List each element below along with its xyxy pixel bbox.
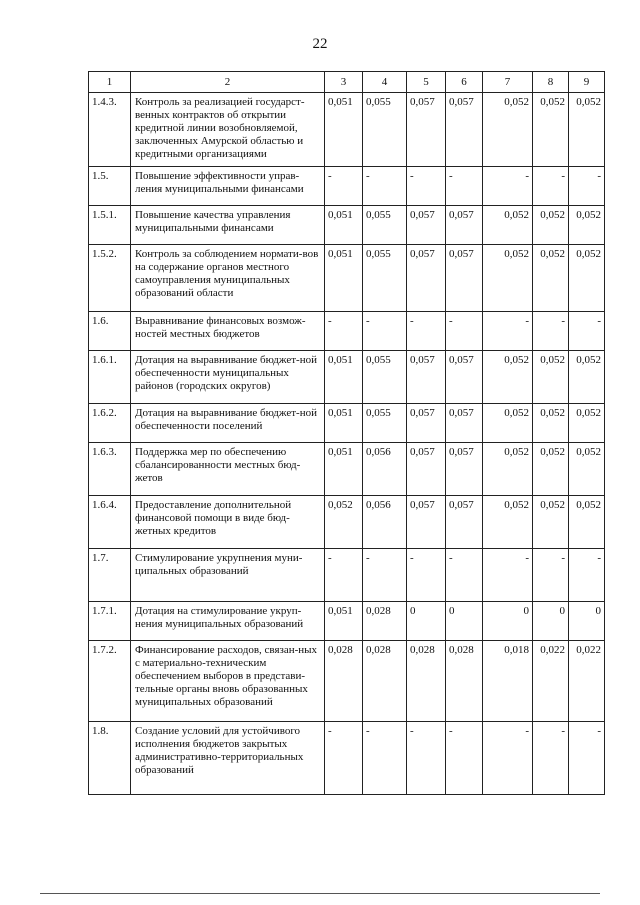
value-cell: 0,018 [483, 641, 533, 722]
value-cell: 0,055 [363, 93, 407, 167]
value-cell: - [533, 167, 569, 206]
value-cell: 0,052 [533, 404, 569, 443]
table-row [89, 549, 605, 602]
value-cell: 0,051 [325, 404, 363, 443]
value-cell: 0,056 [363, 496, 407, 549]
value-cell: 0,052 [483, 443, 533, 496]
row-description-cell: Контроль за соблюдением нормати-вов на содержание органов местного самоуправления муниципальных образований области [131, 245, 325, 312]
value-cell: - [325, 167, 363, 206]
header-cell: 6 [446, 72, 483, 93]
value-cell: 0,057 [407, 351, 446, 404]
header-cell: 1 [89, 72, 131, 93]
value-cell: 0,052 [483, 245, 533, 312]
value-cell: 0,057 [446, 245, 483, 312]
header-cell: 7 [483, 72, 533, 93]
table-row [89, 245, 605, 312]
value-cell: 0,022 [533, 641, 569, 722]
value-cell: 0,052 [533, 93, 569, 167]
row-number-cell: 1.7.1. [89, 602, 131, 641]
value-cell: - [325, 722, 363, 795]
value-cell: - [483, 167, 533, 206]
value-cell: - [446, 722, 483, 795]
value-cell: 0,051 [325, 602, 363, 641]
value-cell: 0,052 [569, 93, 605, 167]
value-cell: 0,052 [325, 496, 363, 549]
value-cell: - [483, 312, 533, 351]
value-cell: 0,057 [446, 404, 483, 443]
value-cell: 0,051 [325, 351, 363, 404]
value-cell: 0,028 [325, 641, 363, 722]
row-description-cell: Создание условий для устойчивого исполнения бюджетов закрытых административно-территориальных образований [131, 722, 325, 795]
value-cell: - [325, 549, 363, 602]
table-row [89, 641, 605, 722]
value-cell: 0,052 [569, 351, 605, 404]
row-number-cell: 1.5.1. [89, 206, 131, 245]
value-cell: 0,028 [407, 641, 446, 722]
value-cell: - [569, 549, 605, 602]
value-cell: 0,055 [363, 404, 407, 443]
value-cell: - [569, 167, 605, 206]
table-row [89, 404, 605, 443]
value-cell: 0,052 [483, 351, 533, 404]
value-cell: - [407, 312, 446, 351]
header-cell: 8 [533, 72, 569, 93]
value-cell: - [407, 549, 446, 602]
value-cell: 0 [533, 602, 569, 641]
row-description-cell: Финансирование расходов, связан-ных с материально-техническим обеспечением выборов в представи-тельные органы вновь образованных муниципальных образований [131, 641, 325, 722]
value-cell: 0 [569, 602, 605, 641]
value-cell: 0,051 [325, 245, 363, 312]
row-description-cell: Дотация на выравнивание бюджет-ной обеспеченности муниципальных районов (городских округов) [131, 351, 325, 404]
value-cell: 0,051 [325, 443, 363, 496]
row-number-cell: 1.7. [89, 549, 131, 602]
row-description-cell: Повышение эффективности управ-ления муниципальными финансами [131, 167, 325, 206]
row-number-cell: 1.6. [89, 312, 131, 351]
value-cell: 0,057 [407, 443, 446, 496]
row-number-cell: 1.5.2. [89, 245, 131, 312]
row-number-cell: 1.8. [89, 722, 131, 795]
value-cell: 0,057 [407, 404, 446, 443]
value-cell: 0,057 [407, 245, 446, 312]
row-description-cell: Поддержка мер по обеспечению сбалансированности местных бюд-жетов [131, 443, 325, 496]
value-cell: 0,028 [363, 641, 407, 722]
value-cell: 0,055 [363, 351, 407, 404]
value-cell: - [533, 312, 569, 351]
table-row [89, 312, 605, 351]
value-cell: 0,028 [363, 602, 407, 641]
row-description-cell: Выравнивание финансовых возмож-ностей местных бюджетов [131, 312, 325, 351]
value-cell: 0,052 [533, 206, 569, 245]
value-cell: - [363, 312, 407, 351]
page-number: 22 [312, 36, 328, 52]
value-cell: 0,052 [533, 351, 569, 404]
value-cell: 0,052 [569, 245, 605, 312]
value-cell: 0,052 [569, 496, 605, 549]
value-cell: 0,052 [569, 206, 605, 245]
row-number-cell: 1.7.2. [89, 641, 131, 722]
value-cell: 0,051 [325, 206, 363, 245]
value-cell: - [483, 549, 533, 602]
table-row [89, 93, 605, 167]
header-cell: 5 [407, 72, 446, 93]
value-cell: 0,057 [407, 206, 446, 245]
value-cell: 0 [483, 602, 533, 641]
value-cell: 0,057 [446, 496, 483, 549]
row-number-cell: 1.6.3. [89, 443, 131, 496]
table-row [89, 167, 605, 206]
row-description-cell: Дотация на стимулирование укруп-нения муниципальных образований [131, 602, 325, 641]
value-cell: 0,052 [533, 245, 569, 312]
value-cell: 0,055 [363, 206, 407, 245]
value-cell: - [446, 312, 483, 351]
table-row [89, 206, 605, 245]
table-row [89, 496, 605, 549]
value-cell: - [569, 722, 605, 795]
row-number-cell: 1.6.1. [89, 351, 131, 404]
header-cell: 4 [363, 72, 407, 93]
value-cell: - [325, 312, 363, 351]
row-number-cell: 1.6.2. [89, 404, 131, 443]
row-description-cell: Стимулирование укрупнения муни-ципальных образований [131, 549, 325, 602]
header-cell: 3 [325, 72, 363, 93]
value-cell: 0,052 [569, 443, 605, 496]
table-row [89, 443, 605, 496]
value-cell: - [533, 549, 569, 602]
value-cell: 0,052 [569, 404, 605, 443]
value-cell: 0,028 [446, 641, 483, 722]
table-header-row [89, 72, 605, 93]
value-cell: - [407, 167, 446, 206]
value-cell: 0 [446, 602, 483, 641]
row-description-cell: Предоставление дополнительной финансовой помощи в виде бюд-жетных кредитов [131, 496, 325, 549]
value-cell: 0,057 [446, 93, 483, 167]
value-cell: 0,057 [407, 93, 446, 167]
value-cell: 0,057 [446, 206, 483, 245]
value-cell: 0,052 [533, 443, 569, 496]
row-description-cell: Контроль за реализацией государст-венных контрактов об открытии кредитной линии возобновляемой, заключенных Амурской областью и кредитными организациями [131, 93, 325, 167]
table-row [89, 722, 605, 795]
value-cell: - [407, 722, 446, 795]
row-number-cell: 1.5. [89, 167, 131, 206]
table-row [89, 351, 605, 404]
header-cell: 9 [569, 72, 605, 93]
value-cell: - [483, 722, 533, 795]
value-cell: 0,055 [363, 245, 407, 312]
value-cell: - [363, 722, 407, 795]
row-description-cell: Повышение качества управления муниципальными финансами [131, 206, 325, 245]
page-bottom-rule [40, 893, 600, 894]
header-cell: 2 [131, 72, 325, 93]
value-cell: 0,051 [325, 93, 363, 167]
value-cell: - [446, 167, 483, 206]
value-cell: 0,056 [363, 443, 407, 496]
value-cell: 0,052 [533, 496, 569, 549]
value-cell: 0,052 [483, 206, 533, 245]
value-cell: 0,052 [483, 404, 533, 443]
value-cell: 0 [407, 602, 446, 641]
value-cell: 0,057 [446, 351, 483, 404]
value-cell: - [569, 312, 605, 351]
table-row [89, 602, 605, 641]
value-cell: - [363, 549, 407, 602]
value-cell: 0,057 [407, 496, 446, 549]
indicators-table [88, 71, 605, 795]
row-number-cell: 1.4.3. [89, 93, 131, 167]
row-number-cell: 1.6.4. [89, 496, 131, 549]
value-cell: 0,052 [483, 93, 533, 167]
value-cell: 0,057 [446, 443, 483, 496]
value-cell: - [446, 549, 483, 602]
value-cell: - [363, 167, 407, 206]
row-description-cell: Дотация на выравнивание бюджет-ной обеспеченности поселений [131, 404, 325, 443]
value-cell: 0,022 [569, 641, 605, 722]
value-cell: 0,052 [483, 496, 533, 549]
value-cell: - [533, 722, 569, 795]
